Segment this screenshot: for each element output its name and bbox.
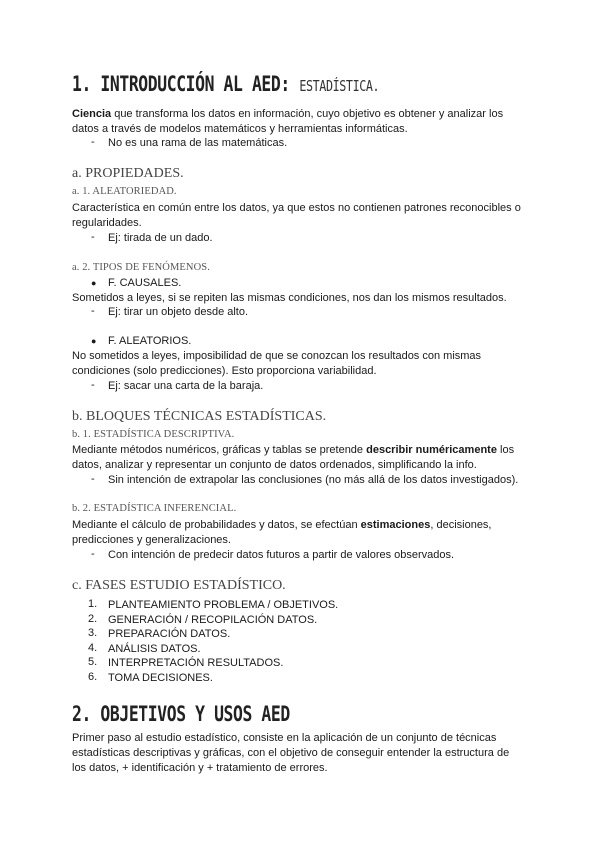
inferencial-post: , decisiones, <box>430 519 492 531</box>
aleatoriedad-example: Ej: tirada de un dado. <box>108 232 213 244</box>
inferencial-line-2: predicciones y generalizaciones. <box>72 534 231 546</box>
descriptiva-bold: describir numéricamente <box>366 444 497 456</box>
intro-bold-term: Ciencia <box>72 108 112 120</box>
list-item-number: 4. <box>88 642 98 654</box>
list-item: PREPARACIÓN DATOS. <box>108 628 231 640</box>
section-2-line-3: los datos, + identificación y + tratamiento de errores. <box>72 762 328 774</box>
intro-note: No es una rama de las matemáticas. <box>108 137 288 149</box>
heading-descriptiva: b. 1. ESTADÍSTICA DESCRIPTIVA. <box>72 429 235 440</box>
list-item: PLANTEAMIENTO PROBLEMA / OBJETIVOS. <box>108 599 339 611</box>
aleatoriedad-line-2: regularidades. <box>72 217 142 229</box>
causales-text: Sometidos a leyes, si se repiten las mismas condiciones, nos dan los mismos resultados. <box>72 292 507 304</box>
aleatorios-line-2: condiciones (solo predicciones). Esto proporciona variabilidad. <box>72 365 377 377</box>
bullet-icon: ● <box>91 336 97 346</box>
list-item-number: 6. <box>88 671 98 683</box>
causales-example: Ej: tirar un objeto desde alto. <box>108 306 249 318</box>
descriptiva-line-1 <box>72 443 514 458</box>
section-1-subtitle: ESTADÍSTICA. <box>299 77 380 95</box>
dash-marker: - <box>91 473 95 485</box>
descriptiva-note: Sin intención de extrapolar las conclusiones (no más allá de los datos investigados). <box>108 474 519 486</box>
aleatorios-line-1: No sometidos a leyes, imposibilidad de que se conozcan los resultados con mismas <box>72 350 482 362</box>
heading-fases: c. FASES ESTUDIO ESTADÍSTICO. <box>72 578 286 593</box>
list-item-number: 5. <box>88 656 98 668</box>
inferencial-note: Con intención de predecir datos futuros a partir de valores observados. <box>108 549 455 561</box>
aleatorios-example: Ej: sacar una carta de la baraja. <box>108 380 264 392</box>
heading-inferencial: b. 2. ESTADÍSTICA INFERENCIAL. <box>72 503 237 514</box>
aleatorios-label: F. ALEATORIOS. <box>108 335 192 347</box>
descriptiva-line-2: datos, analizar y representar un conjunto de datos ordenados, simplificando la info. <box>72 459 477 471</box>
dash-marker: - <box>91 548 95 560</box>
dash-marker: - <box>91 379 95 391</box>
intro-paragraph-line-1 <box>72 107 503 122</box>
list-item-number: 2. <box>88 613 98 625</box>
section-2-line-2: estadísticas descriptivas y gráficas, con el objetivo de conseguir entender la estructura de <box>72 747 510 759</box>
section-2-title: 2. OBJETIVOS Y USOS AED <box>72 702 290 726</box>
intro-paragraph-line-2: datos a través de modelos matemáticos y herramientas informáticas. <box>72 123 408 135</box>
section-1-title-text: 1. INTRODUCCIÓN AL AED: <box>72 72 290 96</box>
inferencial-pre: Mediante el cálculo de probabilidades y datos, se efectúan <box>72 519 361 531</box>
list-item-number: 3. <box>88 627 98 639</box>
list-item: TOMA DECISIONES. <box>108 672 213 684</box>
dash-marker: - <box>91 231 95 243</box>
dash-marker: - <box>91 136 95 148</box>
list-item-number: 1. <box>88 598 98 610</box>
heading-tipos-fenomenos: a. 2. TIPOS DE FENÓMENOS. <box>72 262 210 273</box>
bullet-icon: ● <box>91 278 97 288</box>
section-2-line-1: Primer paso al estudio estadístico, consiste en la aplicación de un conjunto de técnicas <box>72 732 497 744</box>
list-item: INTERPRETACIÓN RESULTADOS. <box>108 657 284 669</box>
aleatoriedad-line-1: Característica en común entre los datos, ya que estos no contienen patrones reconocibles o <box>72 202 521 214</box>
descriptiva-pre: Mediante métodos numéricos, gráficas y tablas se pretende <box>72 444 367 456</box>
heading-aleatoriedad: a. 1. ALEATORIEDAD. <box>72 186 177 197</box>
section-1-title <box>72 72 379 96</box>
list-item: GENERACIÓN / RECOPILACIÓN DATOS. <box>108 614 318 626</box>
heading-bloques: b. BLOQUES TÉCNICAS ESTADÍSTICAS. <box>72 409 327 424</box>
causales-label: F. CAUSALES. <box>108 277 182 289</box>
intro-rest: que transforma los datos en información, cuyo objetivo es obtener y analizar los <box>111 108 504 120</box>
heading-propiedades: a. PROPIEDADES. <box>72 166 184 181</box>
list-item: ANÁLISIS DATOS. <box>108 643 201 655</box>
inferencial-line-1 <box>72 518 492 533</box>
descriptiva-post: los <box>496 444 515 456</box>
dash-marker: - <box>91 305 95 317</box>
inferencial-bold: estimaciones <box>360 519 431 531</box>
